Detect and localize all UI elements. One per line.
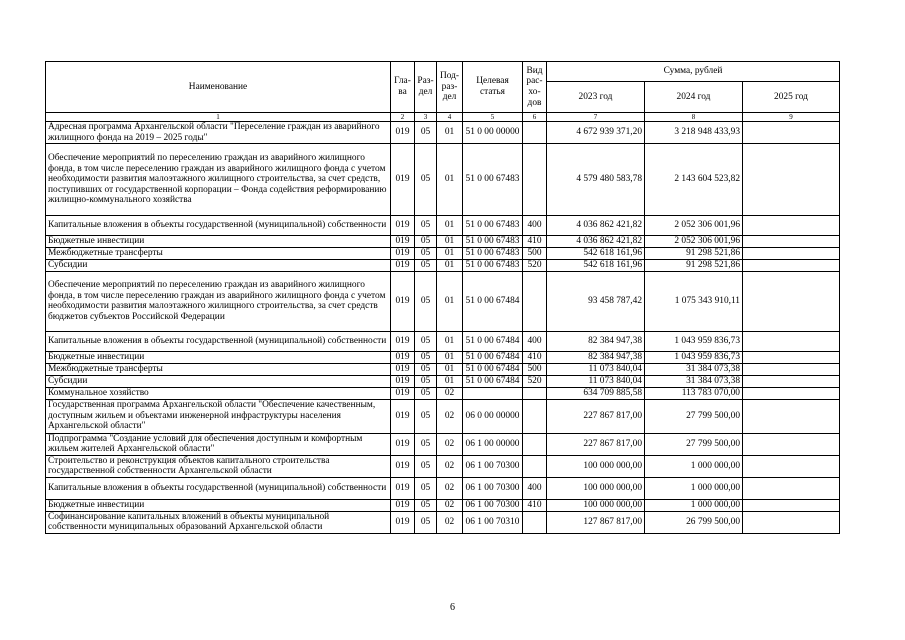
row-article: 51 0 00 67483 [463,144,523,216]
column-number: 5 [463,113,523,122]
row-sum-2025 [743,499,840,511]
table-row [46,259,840,271]
row-podrazdel: 02 [437,433,463,455]
row-glava: 019 [391,387,415,399]
row-name: Строительство и реконструкция объектов капитального строительства государственной собственности Архангельской области [46,455,391,477]
row-article: 06 1 00 70300 [463,477,523,499]
row-sum-2024: 1 000 000,00 [645,499,743,511]
row-vid [523,122,547,144]
row-podrazdel: 02 [437,477,463,499]
row-article: 51 0 00 67483 [463,247,523,259]
row-vid: 520 [523,259,547,271]
row-glava: 019 [391,144,415,216]
row-article: 51 0 00 67484 [463,331,523,351]
column-number: 2 [391,113,415,122]
row-vid [523,455,547,477]
row-article: 06 1 00 70310 [463,511,523,533]
row-razdel: 05 [415,511,437,533]
row-glava: 019 [391,236,415,248]
row-article: 51 0 00 67484 [463,351,523,363]
row-vid: 500 [523,247,547,259]
row-vid [523,511,547,533]
row-article: 06 0 00 00000 [463,399,523,433]
row-razdel: 05 [415,375,437,387]
row-sum-2024: 27 799 500,00 [645,399,743,433]
row-sum-2025 [743,351,840,363]
row-razdel: 05 [415,216,437,236]
table-row [46,216,840,236]
table-body [46,113,840,534]
column-number: 9 [743,113,840,122]
row-podrazdel: 02 [437,399,463,433]
row-sum-2025 [743,331,840,351]
row-podrazdel: 02 [437,511,463,533]
page-number: 6 [450,602,455,613]
row-sum-2023: 4 579 480 583,78 [547,144,645,216]
row-article: 51 0 00 67483 [463,236,523,248]
row-sum-2023: 227 867 817,00 [547,433,645,455]
header-podrazdel: Под-раз-дел [437,62,463,113]
row-glava: 019 [391,363,415,375]
row-vid: 520 [523,375,547,387]
row-sum-2024: 1 043 959 836,73 [645,331,743,351]
row-razdel: 05 [415,236,437,248]
row-glava: 019 [391,433,415,455]
row-article: 51 0 00 00000 [463,122,523,144]
row-vid: 400 [523,477,547,499]
row-name: Адресная программа Архангельской области "Переселение граждан из аварийного жилищного фонда на 2019 – 2025 годы" [46,122,391,144]
row-article: 51 0 00 67484 [463,271,523,331]
table-row [46,375,840,387]
row-podrazdel: 01 [437,363,463,375]
row-sum-2024: 3 218 948 433,93 [645,122,743,144]
row-name: Бюджетные инвестиции [46,351,391,363]
row-podrazdel: 02 [437,455,463,477]
table-row [46,236,840,248]
row-podrazdel: 01 [437,271,463,331]
column-numbers-row [46,113,840,122]
row-vid: 400 [523,331,547,351]
row-podrazdel: 01 [437,331,463,351]
column-number: 4 [437,113,463,122]
row-glava: 019 [391,259,415,271]
row-razdel: 05 [415,387,437,399]
row-podrazdel: 01 [437,144,463,216]
row-sum-2024: 2 052 306 001,96 [645,216,743,236]
row-name: Межбюджетные трансферты [46,363,391,375]
header-glava: Гла-ва [391,62,415,113]
row-sum-2024: 31 384 073,38 [645,363,743,375]
row-sum-2023: 542 618 161,96 [547,247,645,259]
table-row [46,511,840,533]
row-sum-2025 [743,387,840,399]
row-name: Капитальные вложения в объекты государственной (муниципальной) собственности [46,331,391,351]
row-glava: 019 [391,331,415,351]
row-podrazdel: 01 [437,259,463,271]
table-row [46,455,840,477]
header-vid: Вид рас-хо-дов [523,62,547,113]
row-razdel: 05 [415,351,437,363]
row-glava: 019 [391,499,415,511]
row-glava: 019 [391,399,415,433]
row-sum-2025 [743,271,840,331]
table-row [46,433,840,455]
row-glava: 019 [391,271,415,331]
row-article: 06 1 00 70300 [463,499,523,511]
table-row [46,271,840,331]
row-razdel: 05 [415,271,437,331]
row-sum-2024: 1 075 343 910,11 [645,271,743,331]
row-sum-2025 [743,433,840,455]
row-razdel: 05 [415,399,437,433]
row-sum-2025 [743,247,840,259]
header-razdel: Раз-дел [415,62,437,113]
row-name: Капитальные вложения в объекты государственной (муниципальной) собственности [46,216,391,236]
row-name: Софинансирование капитальных вложений в объекты муниципальной собственности муниципальных образований Архангельской области [46,511,391,533]
row-sum-2024: 26 799 500,00 [645,511,743,533]
table-header [46,62,840,113]
row-sum-2025 [743,375,840,387]
row-article: 51 0 00 67483 [463,216,523,236]
row-razdel: 05 [415,477,437,499]
row-podrazdel: 02 [437,499,463,511]
row-glava: 019 [391,122,415,144]
row-podrazdel: 02 [437,387,463,399]
table-row [46,363,840,375]
row-vid: 410 [523,236,547,248]
row-sum-2024: 91 298 521,86 [645,259,743,271]
row-sum-2025 [743,216,840,236]
table-row [46,247,840,259]
row-sum-2024: 1 000 000,00 [645,477,743,499]
row-vid [523,387,547,399]
row-sum-2023: 634 709 885,58 [547,387,645,399]
row-razdel: 05 [415,363,437,375]
row-name: Субсидии [46,375,391,387]
header-sum: Сумма, рублей [547,62,840,82]
table-row [46,331,840,351]
row-vid: 410 [523,499,547,511]
row-name: Межбюджетные трансферты [46,247,391,259]
row-vid [523,271,547,331]
row-sum-2024: 113 783 070,00 [645,387,743,399]
table-row [46,144,840,216]
row-podrazdel: 01 [437,236,463,248]
table-row [46,387,840,399]
row-sum-2025 [743,236,840,248]
row-glava: 019 [391,216,415,236]
column-number: 7 [547,113,645,122]
row-sum-2023: 82 384 947,38 [547,331,645,351]
table-row [46,477,840,499]
row-name: Обеспечение мероприятий по переселению граждан из аварийного жилищного фонда, в том числе переселению граждан из аварийного жилищного фонда с учетом необходимости развития малоэтажного жилищного строительства, за счет средств, поступивших от государственной корпорации – Фонда содействия реформированию жилищно-коммунального хозяйства [46,144,391,216]
row-sum-2025 [743,144,840,216]
row-razdel: 05 [415,144,437,216]
row-name: Коммунальное хозяйство [46,387,391,399]
row-podrazdel: 01 [437,247,463,259]
row-glava: 019 [391,351,415,363]
row-sum-2023: 100 000 000,00 [547,499,645,511]
row-name: Субсидии [46,259,391,271]
row-name: Обеспечение мероприятий по переселению граждан из аварийного жилищного фонда, в том числе переселению граждан из аварийного жилищного фонда с учетом необходимости развития малоэтажного жилищного строительства, за счет средств бюджетов субъектов Российской Федерации [46,271,391,331]
row-glava: 019 [391,247,415,259]
row-razdel: 05 [415,499,437,511]
header-name: Наименование [46,62,391,113]
row-sum-2025 [743,511,840,533]
row-podrazdel: 01 [437,122,463,144]
row-article: 06 1 00 00000 [463,433,523,455]
row-vid: 410 [523,351,547,363]
row-sum-2025 [743,363,840,375]
column-number: 1 [46,113,391,122]
row-article: 06 1 00 70300 [463,455,523,477]
row-article: 51 0 00 67483 [463,259,523,271]
row-sum-2024: 31 384 073,38 [645,375,743,387]
row-sum-2023: 100 000 000,00 [547,455,645,477]
row-razdel: 05 [415,122,437,144]
column-number: 8 [645,113,743,122]
row-sum-2025 [743,259,840,271]
row-sum-2024: 27 799 500,00 [645,433,743,455]
row-name: Капитальные вложения в объекты государственной (муниципальной) собственности [46,477,391,499]
row-sum-2023: 227 867 817,00 [547,399,645,433]
row-vid: 500 [523,363,547,375]
row-sum-2023: 4 036 862 421,82 [547,236,645,248]
row-sum-2023: 542 618 161,96 [547,259,645,271]
table-row [46,399,840,433]
row-glava: 019 [391,375,415,387]
header-2024: 2024 год [645,82,743,113]
row-razdel: 05 [415,259,437,271]
row-podrazdel: 01 [437,351,463,363]
table-row [46,122,840,144]
row-sum-2025 [743,122,840,144]
row-glava: 019 [391,455,415,477]
row-podrazdel: 01 [437,216,463,236]
row-razdel: 05 [415,247,437,259]
row-sum-2023: 4 036 862 421,82 [547,216,645,236]
table-row [46,351,840,363]
row-podrazdel: 01 [437,375,463,387]
row-sum-2023: 127 867 817,00 [547,511,645,533]
row-razdel: 05 [415,455,437,477]
row-sum-2023: 82 384 947,38 [547,351,645,363]
row-glava: 019 [391,477,415,499]
row-article: 51 0 00 67484 [463,375,523,387]
row-sum-2025 [743,455,840,477]
row-name: Подпрограмма "Создание условий для обеспечения доступным и комфортным жильем жителей Архангельской области" [46,433,391,455]
header-article: Целевая статья [463,62,523,113]
row-name: Бюджетные инвестиции [46,499,391,511]
row-razdel: 05 [415,433,437,455]
row-sum-2024: 2 143 604 523,82 [645,144,743,216]
row-sum-2024: 1 043 959 836,73 [645,351,743,363]
row-sum-2024: 91 298 521,86 [645,247,743,259]
table-row [46,499,840,511]
row-sum-2024: 1 000 000,00 [645,455,743,477]
row-sum-2025 [743,477,840,499]
row-article [463,387,523,399]
row-sum-2024: 2 052 306 001,96 [645,236,743,248]
budget-table [45,61,840,534]
row-vid [523,144,547,216]
row-glava: 019 [391,511,415,533]
row-vid [523,399,547,433]
row-sum-2025 [743,399,840,433]
row-sum-2023: 4 672 939 371,20 [547,122,645,144]
row-sum-2023: 11 073 840,04 [547,363,645,375]
row-name: Бюджетные инвестиции [46,236,391,248]
row-sum-2023: 100 000 000,00 [547,477,645,499]
row-name: Государственная программа Архангельской области "Обеспечение качественным, доступным жильем и объектами инженерной инфраструктуры населения Архангельской области" [46,399,391,433]
column-number: 3 [415,113,437,122]
column-number: 6 [523,113,547,122]
row-article: 51 0 00 67484 [463,363,523,375]
header-2023: 2023 год [547,82,645,113]
row-vid [523,433,547,455]
row-vid: 400 [523,216,547,236]
header-2025: 2025 год [743,82,840,113]
row-sum-2023: 93 458 787,42 [547,271,645,331]
row-razdel: 05 [415,331,437,351]
row-sum-2023: 11 073 840,04 [547,375,645,387]
